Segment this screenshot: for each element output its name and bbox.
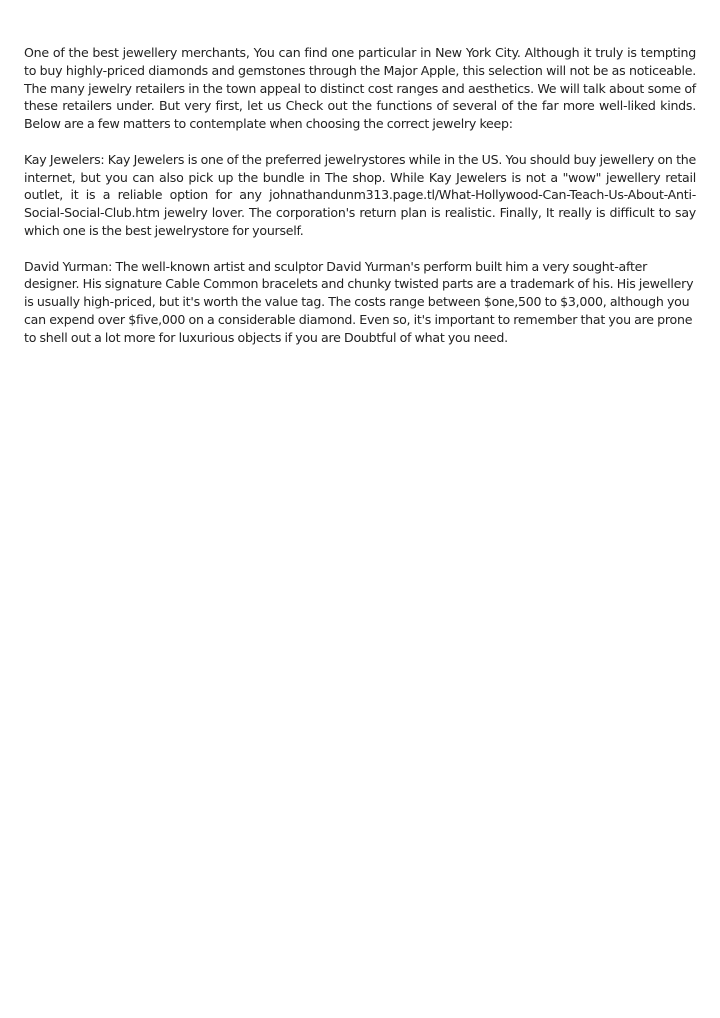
paragraph-kay-jewelers: Kay Jewelers: Kay Jewelers is one of the preferred jewelrystores while in the US. You should buy jewellery on the internet, but you can also pick up the bundle in The shop. While Kay Jewelers is not a "wow" jewellery retail outlet, it is a reliable option for any johnathandunm313.page.tl/What-Hollywood-Can-Teach-Us-About-Anti-Social-Social-Club.htm jewelry lover. The corporation's return plan is realistic. Finally, It really is difficult to say which one is the best jewelrystore for yourself. bbox=[24, 151, 696, 238]
paragraph-intro: One of the best jewellery merchants, You can find one particular in New York City. Although it truly is tempting to buy highly-priced diamonds and gemstones through the Major Apple, this selection will not be as noticeable. The many jewelry retailers in the town appeal to distinct cost ranges and aesthetics. We will talk about some of these retailers under. But very first, let us Check out the functions of several of the far more well-liked kinds. Below are a few matters to contemplate when choosing the correct jewelry keep: bbox=[24, 45, 696, 132]
document-page bbox=[24, 44, 696, 364]
paragraph-david-yurman: David Yurman: The well-known artist and sculptor David Yurman's perform built him a very sought-after designer. His signature Cable Common bracelets and chunky twisted parts are a trademark of his. His jewellery is usually high-priced, but it's worth the value tag. The costs range between $one,500 to $3,000, although you can expend over $five,000 on a considerable diamond. Even so, it's important to remember that you are prone to shell out a lot more for luxurious objects if you are Doubtful of what you need. bbox=[24, 258, 694, 345]
